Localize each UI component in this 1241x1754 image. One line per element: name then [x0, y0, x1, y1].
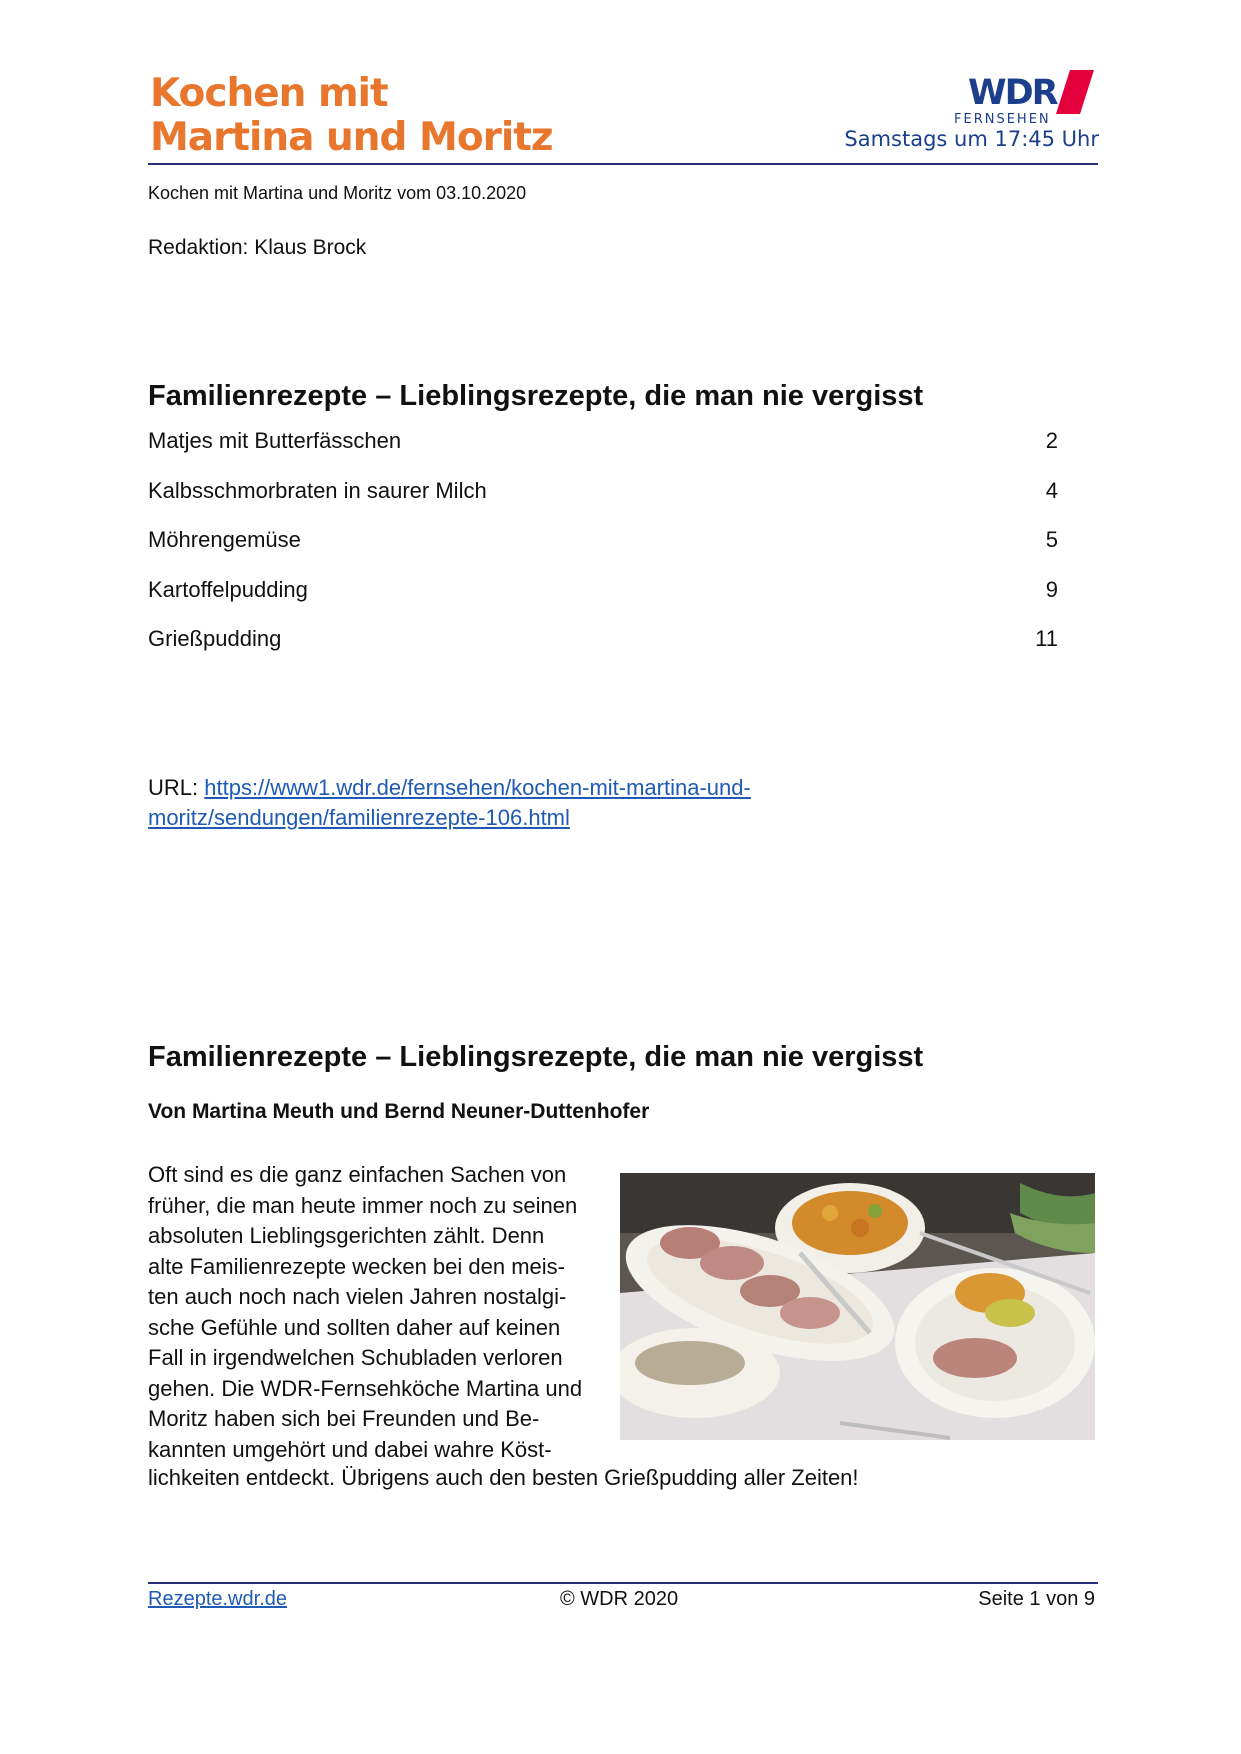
brand-title — [150, 72, 553, 160]
intro-line: gehen. Die WDR-Fernsehköche Martina und — [148, 1375, 583, 1401]
wdr-logo — [948, 68, 1096, 126]
toc-title: Familienrezepte – Lieblingsrezepte, die man nie vergisst — [148, 380, 924, 412]
toc-item-label: Möhrengemüse — [148, 527, 301, 552]
intro-line: sche Gefühle und sollten daher auf keinen — [148, 1314, 561, 1340]
url-link-line2: moritz/sendungen/familienrezepte-106.html — [148, 805, 570, 830]
wdr-logo-text: WDR — [968, 73, 1057, 113]
broadcast-schedule: Samstags um 17:45 Uhr — [844, 127, 1099, 151]
footer-divider — [148, 1582, 1098, 1584]
intro-line: alte Familienrezepte wecken bei den meis- — [148, 1253, 565, 1279]
editor-info: Redaktion: Klaus Brock — [148, 236, 367, 259]
toc-item-page: 9 — [1045, 577, 1058, 602]
toc-item[interactable] — [148, 478, 1058, 508]
toc-item-label: Kartoffelpudding — [148, 577, 308, 602]
url-label: URL: — [148, 775, 199, 800]
intro-line: ten auch noch nach vielen Jahren nostalgi- — [148, 1284, 567, 1309]
toc-item[interactable] — [148, 577, 1058, 607]
toc-item[interactable] — [148, 527, 1058, 557]
intro-line: früher, die man heute immer noch zu seinen — [148, 1192, 578, 1218]
food-photo — [620, 1173, 1095, 1440]
toc-item-page: 5 — [1045, 527, 1058, 552]
intro-line: Oft sind es die ganz einfachen Sachen von — [148, 1162, 567, 1187]
brand-title-line1: Kochen mit — [150, 71, 388, 116]
footer-copyright: © WDR 2020 — [560, 1588, 679, 1610]
intro-line: Moritz haben sich bei Freunden und Be- — [148, 1406, 540, 1431]
url-link-line1: https://www1.wdr.de/fernsehen/kochen-mit-martina-und- — [204, 775, 751, 800]
toc-item-page: 2 — [1045, 428, 1058, 453]
footer-page-number: Seite 1 von 9 — [978, 1588, 1095, 1610]
intro-line: kannten umgehört und dabei wahre Köst- — [148, 1436, 552, 1462]
intro-last-line: lichkeiten entdeckt. Übrigens auch den besten Grießpudding aller Zeiten! — [148, 1465, 859, 1490]
article-intro — [148, 1160, 618, 1465]
toc-item[interactable] — [148, 626, 1058, 656]
url-link[interactable] — [148, 775, 751, 830]
brand-title-line2: Martina und Moritz — [150, 115, 553, 160]
source-url — [148, 773, 848, 833]
toc-item-label: Kalbsschmorbraten in saurer Milch — [148, 478, 487, 503]
intro-line: Fall in irgendwelchen Schubladen verloren — [148, 1345, 563, 1370]
article-byline: Von Martina Meuth und Bernd Neuner-Duttenhofer — [148, 1100, 650, 1123]
toc-item-label: Matjes mit Butterfässchen — [148, 428, 402, 453]
toc-item[interactable] — [148, 428, 1058, 458]
footer-website-link[interactable]: Rezepte.wdr.de — [148, 1588, 287, 1610]
wdr-logo-red-slash — [1056, 70, 1094, 114]
article-title: Familienrezepte – Lieblingsrezepte, die man nie vergisst — [148, 1041, 924, 1073]
toc-item-page: 11 — [1035, 626, 1058, 651]
intro-line: absoluten Lieblingsgerichten zählt. Denn — [148, 1223, 545, 1248]
header-divider — [148, 163, 1098, 165]
toc-item-page: 4 — [1045, 478, 1058, 503]
toc-item-label: Grießpudding — [148, 626, 282, 651]
episode-info: Kochen mit Martina und Moritz vom 03.10.2020 — [148, 183, 527, 203]
wdr-logo-subtext: FERNSEHEN — [954, 112, 1051, 126]
